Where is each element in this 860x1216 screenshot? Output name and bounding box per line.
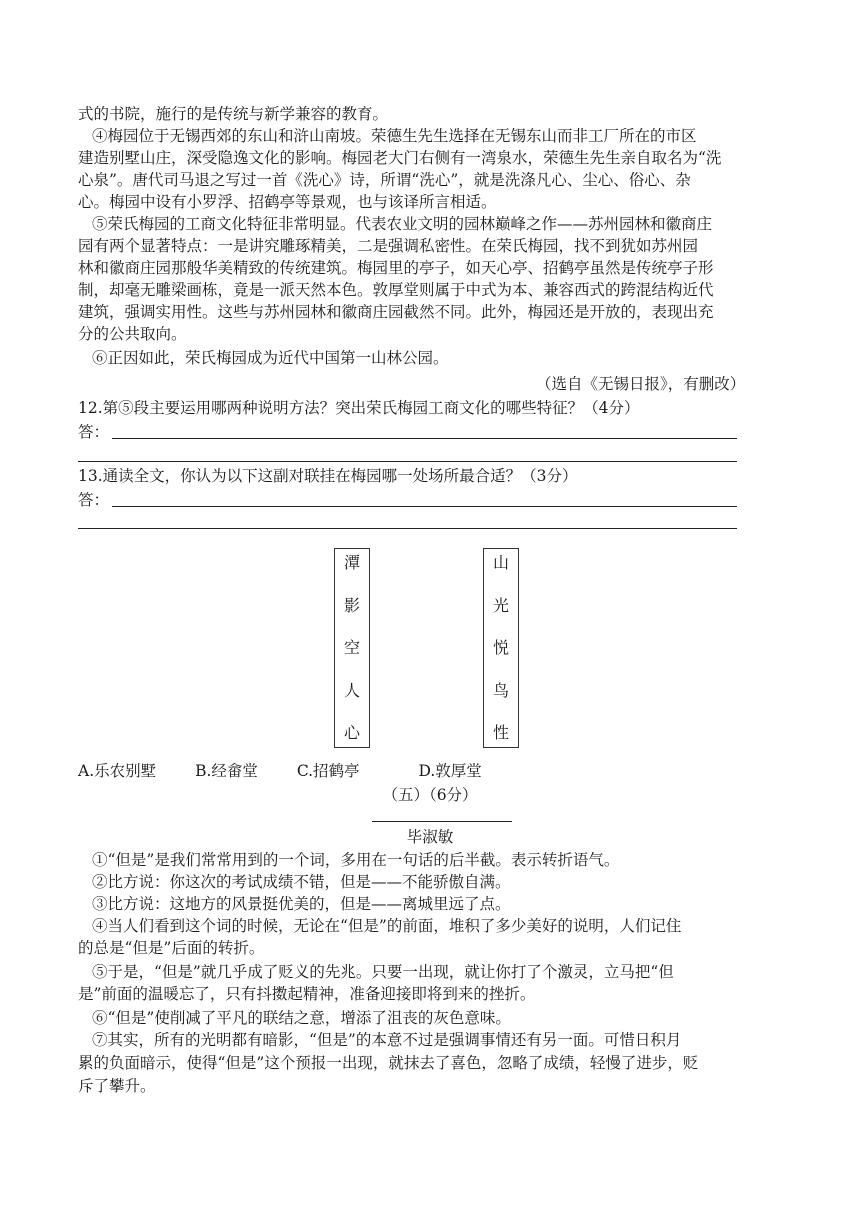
answer-line[interactable] (78, 461, 737, 462)
paragraph-line: 建造别墅山庄，深受隐逸文化的影响。梅园老大门右侧有一湾泉水，荣德生先生亲自取名为“洗 (78, 149, 722, 167)
couplet-char: 山 (492, 553, 509, 572)
option-c[interactable]: C.招鹤亭 (296, 762, 360, 780)
couplet-char: 悦 (492, 638, 509, 657)
paragraph-line: ①“但是”是我们常常用到的一个词，多用在一句话的后半截。表示转折语气。 (92, 851, 620, 869)
couplet-right (483, 548, 519, 748)
paragraph-line: 心。梅园中设有小罗浮、招鹤亭等景观，也与该译所言相适。 (78, 193, 497, 211)
couplet-char: 影 (343, 595, 360, 615)
paragraph-line: 是”前面的温暖忘了，只有抖擞起精神，准备迎接即将到来的挫折。 (78, 985, 536, 1003)
couplet-char: 人 (343, 680, 360, 700)
paragraph-line: ⑤荣氏梅园的工商文化特征非常明显。代表农业文明的园林巅峰之作——苏州园林和徽商庄 (92, 215, 713, 233)
paragraph-line: ⑤于是，“但是”就几乎成了贬义的先兆。只要一出现，就让你打了个激灵，立马把“但 (92, 963, 674, 981)
couplet-left (334, 548, 370, 748)
paragraph-line: ③比方说：这地方的风景挺优美的，但是——离城里远了点。 (92, 895, 511, 913)
paragraph-line: 园有两个显著特点：一是讲究雕琢精美，二是强调私密性。在荣氏梅园，找不到犹如苏州园 (78, 237, 699, 255)
answer-line[interactable] (112, 438, 737, 439)
author: 毕淑敏 (406, 828, 454, 846)
paragraph-line: ②比方说：你这次的考试成绩不错，但是——不能骄傲自满。 (92, 873, 511, 891)
source-note: （选自《无锡日报》，有删改） (536, 375, 746, 393)
couplet-char: 心 (343, 723, 360, 742)
couplet-char: 性 (492, 723, 509, 742)
answer-line[interactable] (78, 528, 737, 529)
answer-label: 答： (78, 423, 110, 441)
paragraph-line: 心泉”。唐代司马退之写过一首《洗心》诗，所谓“洗心”，就是洗涤凡心、尘心、俗心、杂 (78, 171, 691, 189)
answer-line[interactable] (112, 506, 737, 507)
paragraph-line: ⑦其实，所有的光明都有暗影，“但是”的本意不过是强调事情还有另一面。可惜日积月 (92, 1031, 682, 1049)
section-heading: （五）（6分） (382, 786, 478, 804)
couplet-char: 空 (343, 638, 360, 657)
couplet-char: 光 (492, 595, 509, 615)
answer-label: 答： (78, 491, 110, 509)
paragraph-line: ④当人们看到这个词的时候，无论在“但是”的前面，堆积了多少美好的说明，人们记住 (92, 917, 682, 935)
couplet-char: 潭 (343, 553, 360, 572)
paragraph-line: 式的书院，施行的是传统与新学兼容的教育。 (78, 105, 389, 123)
paragraph-line: 累的负面暗示，使得“但是”这个预报一出现，就抹去了喜色，忽略了成绩，轻慢了进步，贬 (78, 1054, 699, 1072)
paragraph-line: ⑥“但是”使削减了平凡的联结之意，增添了沮丧的灰色意味。 (92, 1009, 511, 1027)
paragraph-line: ⑥正因如此，荣氏梅园成为近代中国第一山林公园。 (92, 349, 449, 367)
paragraph-line: 建筑，强调实用性。这些与苏州园林和徽商庄园截然不同。此外，梅园还是开放的，表现出充 (78, 303, 714, 321)
option-a[interactable]: A.乐农别墅 (78, 762, 157, 780)
question-12: 12.第⑤段主要运用哪两种说明方法？突出荣氏梅园工商文化的哪些特征？（4分） (78, 399, 640, 417)
paragraph-line: 的总是“但是”后面的转折。 (78, 939, 265, 957)
couplet-char: 鸟 (492, 680, 509, 700)
option-d[interactable]: D.敦厚堂 (418, 762, 482, 780)
paragraph-line: 分的公共取向。 (78, 325, 187, 343)
question-13: 13.通读全文，你认为以下这副对联挂在梅园哪一处场所最合适？（3分） (78, 467, 578, 485)
paragraph-line: 斥了攀升。 (78, 1077, 156, 1095)
paragraph-line: 制，却毫无雕梁画栋，竟是一派天然本色。敦厚堂则属于中式为本、兼容西式的跨混结构近代 (78, 281, 714, 299)
paragraph-line: 林和徽商庄园那般华美精致的传统建筑。梅园里的亭子，如天心亭、招鹤亭虽然是传统亭子形 (78, 259, 714, 277)
answer-options (78, 760, 516, 782)
option-b[interactable]: B.经畲堂 (195, 762, 258, 780)
title-blank-line[interactable] (372, 821, 512, 822)
paragraph-line: ④梅园位于无锡西郊的东山和浒山南坡。荣德生先生选择在无锡东山而非工厂所在的市区 (92, 127, 697, 145)
